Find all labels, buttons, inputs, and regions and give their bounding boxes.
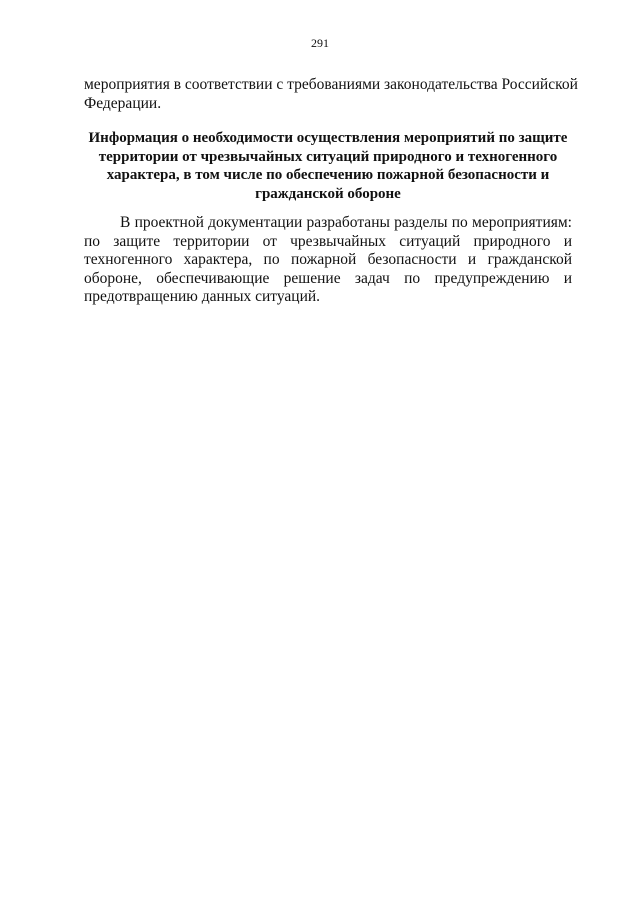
page-number: 291: [311, 36, 329, 50]
heading-line: территории от чрезвычайных ситуаций природного и техногенного: [98, 148, 558, 165]
section-heading: [84, 129, 572, 203]
text-line: мероприятия в соответствии с требованиями законодательства Российской: [84, 76, 578, 93]
paragraph-line: техногенного характера, по пожарной безопасности и гражданской: [84, 251, 572, 268]
text-line: Федерации.: [84, 94, 162, 112]
paragraph-line: по защите территории от чрезвычайных ситуаций природного и: [84, 232, 572, 250]
continuation-text: [84, 76, 578, 113]
body-paragraph: [84, 214, 572, 307]
heading-line: Информация о необходимости осуществления мероприятий по защите: [88, 130, 568, 146]
paragraph-line: обороне, обеспечивающие решение задач по предупреждению и: [84, 269, 572, 287]
heading-line: гражданской обороне: [255, 185, 401, 202]
paragraph-line: предотвращению данных ситуаций.: [84, 288, 321, 305]
heading-line: характера, в том числе по обеспечению пожарной безопасности и: [106, 167, 550, 183]
paragraph-line: В проектной документации разработаны разделы по мероприятиям:: [120, 214, 572, 231]
